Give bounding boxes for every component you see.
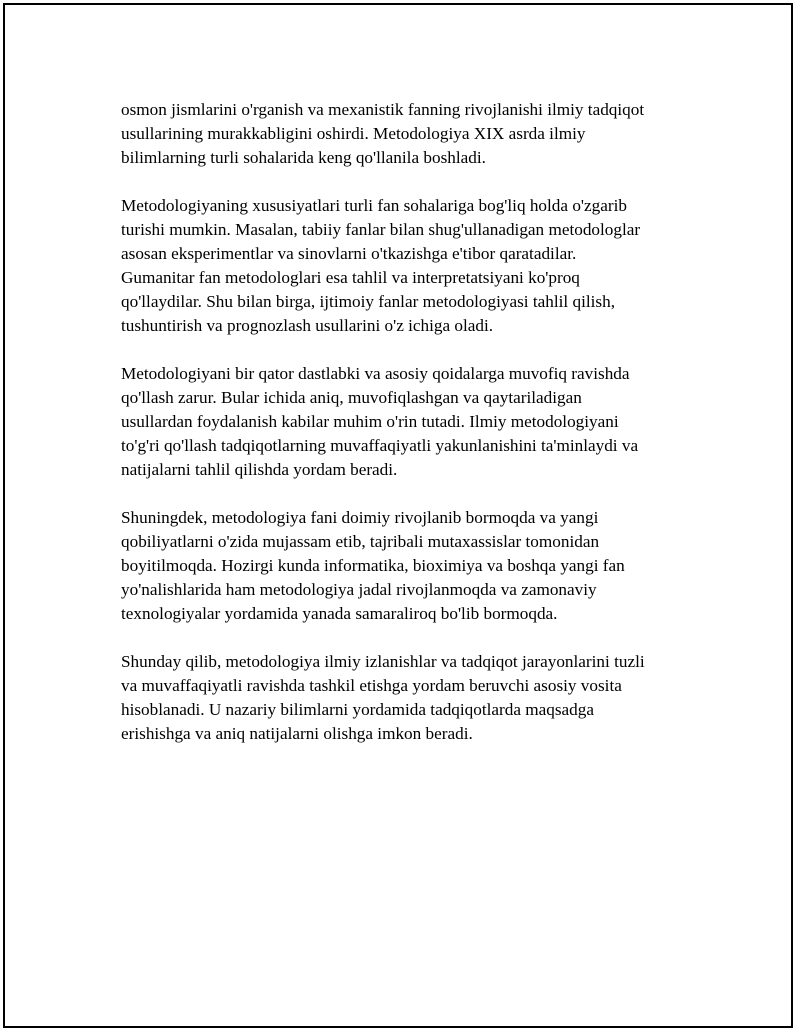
page-frame xyxy=(3,3,793,1028)
paragraph-4: Shuningdek, metodologiya fani doimiy rivojlanib bormoqda va yangi qobiliyatlarni o'zida mujassam etib, tajribali mutaxassislar tomonidan boyitilmoqda. Hozirgi kunda informatika, bioximiya va boshqa yangi fan yo'nalishlarida ham metodologiya jadal rivojlanmoqda va zamonaviy texnologiyalar yordamida yanada samaraliroq bo'lib bormoqda. xyxy=(121,508,625,623)
paragraph-2: Metodologiyaning xususiyatlari turli fan sohalariga bog'liq holda o'zgarib turishi mumkin. Masalan, tabiiy fanlar bilan shug'ullanadigan metodologlar asosan eksperimentlar va sinovlarni o'tkazishga e'tibor qaratadilar. Gumanitar fan metodologlari esa tahlil va interpretatsiyani ko'proq qo'llaydilar. Shu bilan birga, ijtimoiy fanlar metodologiyasi tahlil qilish, tushuntirish va prognozlash usullarini o'z ichiga oladi. xyxy=(121,196,641,335)
paragraph-3: Metodologiyani bir qator dastlabki va asosiy qoidalarga muvofiq ravishda qo'llash zarur. Bular ichida aniq, muvofiqlashgan va qaytariladigan usullardan foydalanish kabilar muhim o'rin tutadi. Ilmiy metodologiyani to'g'ri qo'llash tadqiqotlarning muvaffaqiyatli yakunlanishini ta'minlaydi va natijalarni tahlil qilishda yordam beradi. xyxy=(121,364,639,479)
paragraph-5: Shunday qilib, metodologiya ilmiy izlanishlar va tadqiqot jarayonlarini tuzli va muvaffaqiyatli ravishda tashkil etishga yordam beruvchi asosiy vosita hisoblanadi. U nazariy bilimlarni yordamida tadqiqotlarda maqsadga erishishga va aniq natijalarni olishga imkon beradi. xyxy=(121,652,645,743)
document-body xyxy=(121,98,701,770)
paragraph-1: osmon jismlarini o'rganish va mexanistik fanning rivojlanishi ilmiy tadqiqot usullarining murakkabligini oshirdi. Metodologiya XIX asrda ilmiy bilimlarning turli sohalarida keng qo'llanila boshladi. xyxy=(121,100,645,167)
